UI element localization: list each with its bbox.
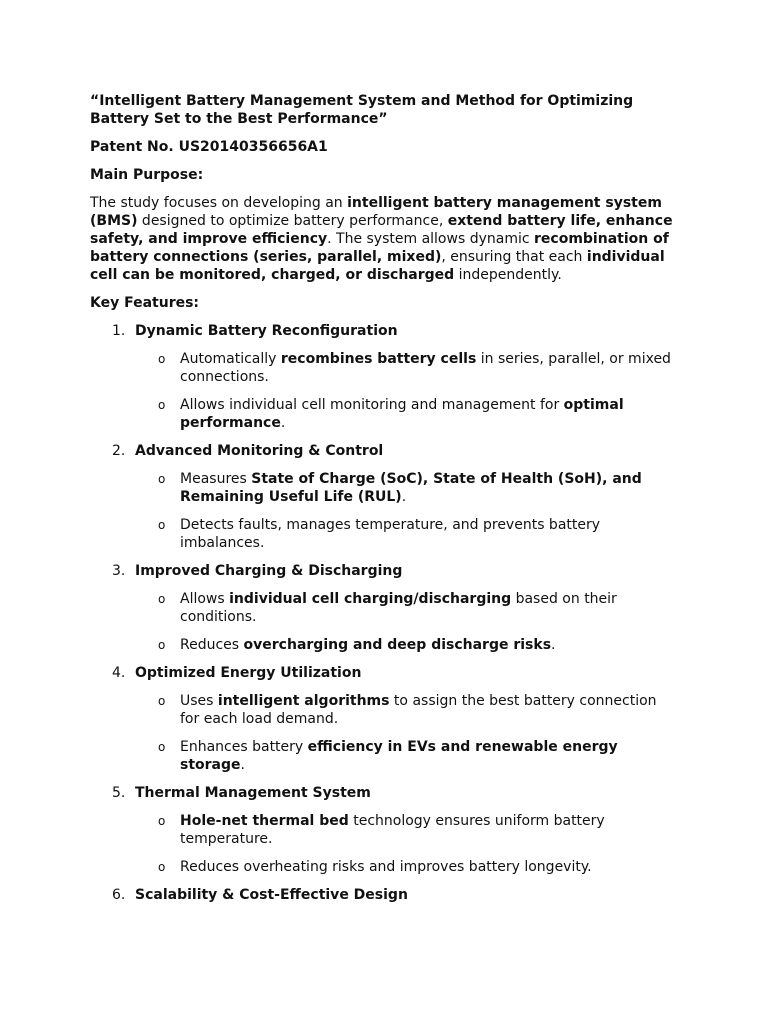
feature-number: 5.: [112, 785, 126, 801]
feature-heading: [90, 562, 680, 580]
text-run: .: [280, 415, 286, 431]
main-purpose-heading: Main Purpose:: [90, 167, 204, 183]
bullet-item: [90, 350, 680, 386]
feature-item: [90, 664, 680, 774]
circle-bullet-icon: o: [158, 398, 166, 412]
feature-title: Optimized Energy Utilization: [135, 665, 362, 681]
feature-item: [90, 322, 680, 432]
feature-bullet-list: [90, 692, 680, 774]
bullet-item: [90, 858, 680, 876]
text-run: independently.: [454, 267, 562, 283]
bold-text: intelligent algorithms: [217, 693, 390, 709]
bold-text: extend battery life, enhance safety, and improve efficiency: [90, 213, 673, 247]
bullet-item: [90, 636, 680, 654]
feature-bullet-list: [90, 350, 680, 432]
feature-bullet-list: [90, 470, 680, 552]
document-title: “Intelligent Battery Management System and Method for Optimizing Battery Set to the Best Performance”: [90, 93, 634, 127]
feature-item: [90, 784, 680, 876]
bold-text: efficiency in EVs and renewable energy storage: [180, 739, 618, 773]
text-run: Measures: [180, 471, 252, 487]
circle-bullet-icon: o: [158, 472, 166, 486]
text-run: based on their conditions.: [180, 591, 617, 625]
key-features-heading: Key Features:: [90, 295, 200, 311]
circle-bullet-icon: o: [158, 860, 166, 874]
text-run: Detects faults, manages temperature, and prevents battery imbalances.: [180, 517, 601, 551]
circle-bullet-icon: o: [158, 592, 166, 606]
patent-number: Patent No. US20140356656A1: [90, 139, 328, 155]
text-run: .: [240, 757, 245, 773]
main-purpose-paragraph: [90, 194, 680, 284]
feature-number: 1.: [112, 323, 126, 339]
bold-text: recombination of battery connections (series, parallel, mixed): [90, 231, 669, 265]
bold-text: optimal performance: [180, 397, 624, 431]
text-run: . The system allows dynamic: [327, 231, 534, 247]
circle-bullet-icon: o: [158, 740, 166, 754]
feature-title: Dynamic Battery Reconfiguration: [135, 323, 398, 339]
document-page: [90, 92, 680, 914]
circle-bullet-icon: o: [158, 638, 166, 652]
text-run: The study focuses on developing an: [90, 195, 348, 211]
bullet-item: [90, 692, 680, 728]
feature-heading: [90, 886, 680, 904]
text-run: Allows individual cell monitoring and management for: [180, 397, 564, 413]
bold-text: Hole-net thermal bed: [180, 813, 349, 829]
feature-title: Thermal Management System: [135, 785, 371, 801]
bullet-item: [90, 590, 680, 626]
feature-item: [90, 562, 680, 654]
feature-number: 3.: [112, 563, 126, 579]
feature-heading: [90, 664, 680, 682]
feature-number: 6.: [112, 887, 126, 903]
bullet-item: [90, 516, 680, 552]
text-run: Reduces overheating risks and improves battery longevity.: [180, 859, 592, 875]
feature-number: 2.: [112, 443, 126, 459]
bold-text: recombines battery cells: [280, 351, 477, 367]
text-run: in series, parallel, or mixed connections.: [180, 351, 671, 385]
text-run: technology ensures uniform battery temperature.: [180, 813, 605, 847]
circle-bullet-icon: o: [158, 814, 166, 828]
text-run: Enhances battery: [180, 739, 308, 755]
text-run: Allows: [180, 591, 230, 607]
feature-title: Scalability & Cost-Effective Design: [135, 887, 408, 903]
circle-bullet-icon: o: [158, 694, 166, 708]
text-run: .: [551, 637, 556, 653]
feature-number: 4.: [112, 665, 126, 681]
bold-text: State of Charge (SoC), State of Health (SoH), and Remaining Useful Life (RUL): [180, 471, 642, 505]
feature-title: Advanced Monitoring & Control: [135, 443, 384, 459]
text-run: , ensuring that each: [441, 249, 587, 265]
text-run: .: [401, 489, 407, 505]
bullet-item: [90, 396, 680, 432]
text-run: to assign the best battery connection for each load demand.: [180, 693, 657, 727]
bold-text: overcharging and deep discharge risks: [243, 637, 552, 653]
bullet-item: [90, 738, 680, 774]
bullet-item: [90, 812, 680, 848]
bold-text: individual cell can be monitored, charged, or discharged: [90, 249, 665, 283]
text-run: designed to optimize battery performance,: [137, 213, 448, 229]
feature-bullet-list: [90, 812, 680, 876]
text-run: Uses: [180, 693, 218, 709]
text-run: Reduces: [180, 637, 244, 653]
circle-bullet-icon: o: [158, 518, 166, 532]
feature-heading: [90, 442, 680, 460]
bold-text: intelligent battery management system (BMS): [90, 195, 662, 229]
feature-item: [90, 442, 680, 552]
bullet-item: [90, 470, 680, 506]
feature-heading: [90, 322, 680, 340]
feature-item: [90, 886, 680, 904]
feature-heading: [90, 784, 680, 802]
text-run: Automatically: [180, 351, 281, 367]
feature-title: Improved Charging & Discharging: [135, 563, 403, 579]
key-features-list: [90, 322, 680, 904]
feature-bullet-list: [90, 590, 680, 654]
circle-bullet-icon: o: [158, 352, 166, 366]
bold-text: individual cell charging/discharging: [229, 591, 512, 607]
